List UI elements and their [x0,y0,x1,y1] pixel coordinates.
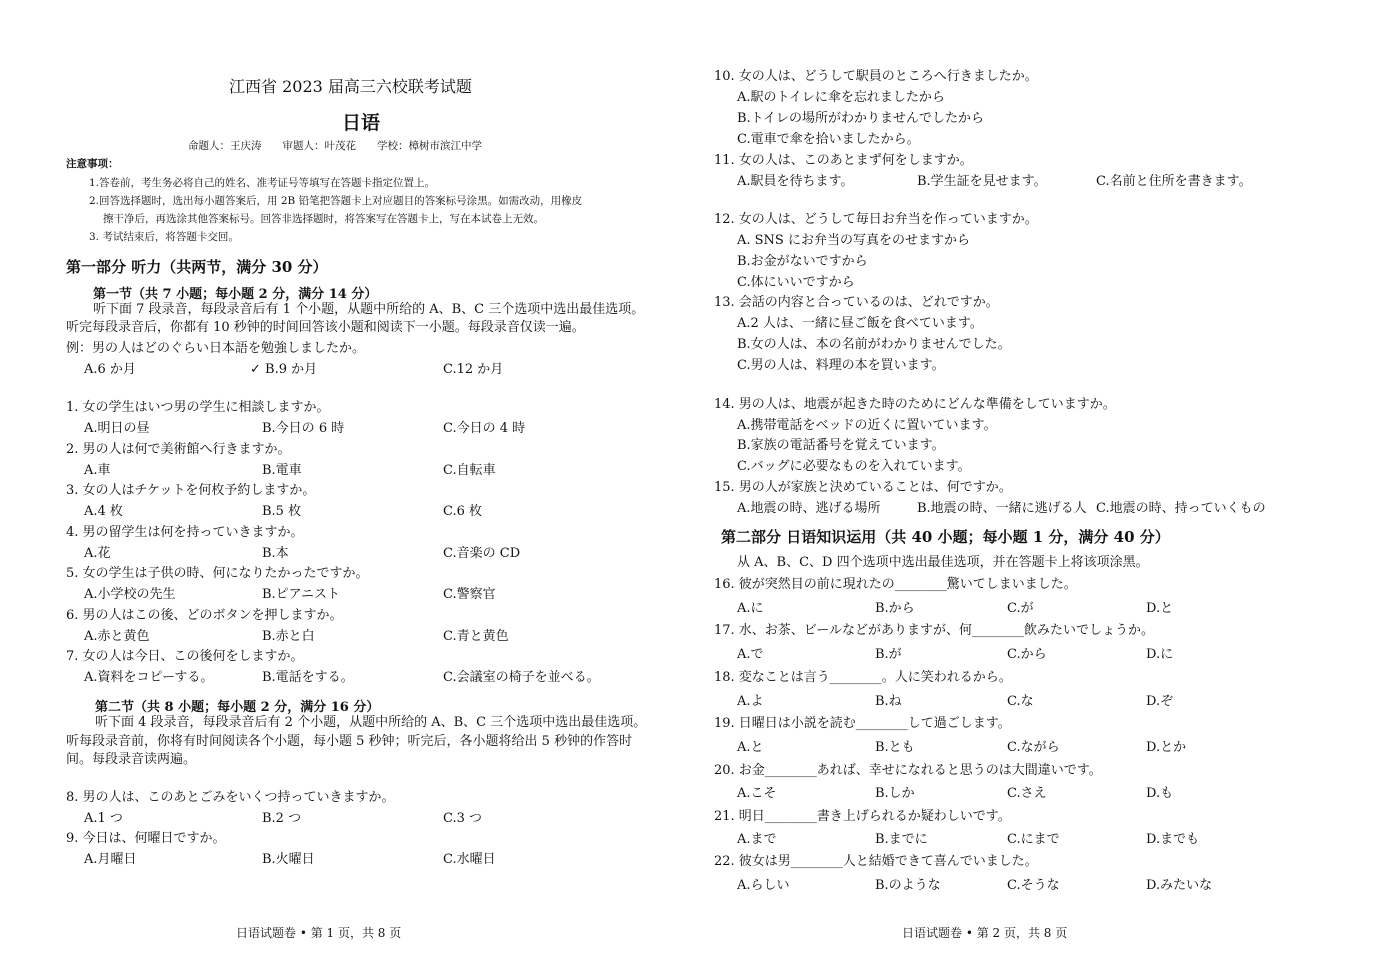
q20-option-d: D.も [1146,786,1174,801]
notice-2: 2.回答选择题时，选出每小题答案后，用 2B 铅笔把答题卡上对应题目的答案标号涂黑。如需改动，用橡皮 [89,195,583,207]
q9-option-b: B.火曜日 [262,852,315,867]
q22-option-b: B.のような [875,878,941,893]
q20-option-c: C.さえ [1007,786,1047,801]
exam-title: 江西省 2023 届高三六校联考试题 [229,77,472,96]
question-7: 7. 女の人は今日、この後何をしますか。 [66,649,304,664]
example-option-c: C.12 か月 [443,362,504,377]
q18-option-b: B.ね [875,694,902,709]
q16-option-b: B.から [875,601,915,616]
q12-option-b: B.お金がないですから [737,254,868,269]
example-option-b: ✓ B.9 か月 [250,362,318,377]
question-18: 18. 変なことは言う________。人に笑われるから。 [714,670,1012,685]
question-16: 16. 彼が突然目の前に現れたの________驚いてしまいました。 [714,577,1077,592]
question-22: 22. 彼女は男________人と結婚できて喜んでいました。 [714,854,1038,869]
q5-option-c: C.警察官 [443,587,496,602]
q1-option-a: A.明日の昼 [84,421,150,436]
q19-option-a: A.と [737,740,764,755]
q16-option-a: A.に [737,601,764,616]
q17-option-a: A.で [737,647,764,662]
question-5: 5. 女の学生は子供の時、何になりたかったですか。 [66,566,369,581]
q15-option-b: B.地震の時、一緒に逃げる人 [917,501,1087,516]
q18-option-d: D.ぞ [1146,694,1174,709]
question-2: 2. 男の人は何で美術館へ行きますか。 [66,442,291,457]
page-footer: 日语试题卷 • 第 1 页，共 8 页 [236,926,402,940]
q18-option-c: C.な [1007,694,1034,709]
q19-option-c: C.ながら [1007,740,1060,755]
q1-option-c: C.今日の 4 時 [443,421,526,436]
q13-option-b: B.女の人は、本の名前がわかりませんでした。 [737,337,1011,352]
q8-option-b: B.2 つ [262,811,302,826]
notice-1: 1.答卷前，考生务必将自己的姓名、准考证号等填写在答题卡指定位置上。 [89,177,436,189]
example-question: 例：男の人はどのぐらい日本語を勉強しましたか。 [66,341,366,356]
q21-option-d: D.までも [1146,832,1200,847]
question-6: 6. 男の人はこの後、どのボタンを押しますか。 [66,608,343,623]
q5-option-b: B.ピアニスト [262,587,341,602]
q14-option-c: C.バッグに必要なものを入れています。 [737,459,971,474]
question-12: 12. 女の人は、どうして毎日お弁当を作っていますか。 [714,212,1038,227]
q22-option-a: A.らしい [737,878,790,893]
q6-option-c: C.青と黄色 [443,629,509,644]
q9-option-c: C.水曜日 [443,852,496,867]
q1-option-b: B.今日の 6 時 [262,421,345,436]
q21-option-b: B.までに [875,832,928,847]
q12-option-a: A. SNS にお弁当の写真をのせますから [737,233,970,248]
q4-option-b: B.本 [262,546,289,561]
q8-option-a: A.1 つ [84,811,123,826]
q14-option-a: A.携帯電話をベッドの近くに置いています。 [737,418,997,433]
q7-option-c: C.会議室の椅子を並べる。 [443,670,600,685]
q2-option-b: B.電車 [262,463,302,478]
notice-3: 3. 考试结束后，将答题卡交回。 [89,231,239,243]
q4-option-a: A.花 [84,546,111,561]
q14-option-b: B.家族の電話番号を覚えています。 [737,438,945,453]
section2-instruction-1: 听下面 4 段录音，每段录音后有 2 个小题，从题中所给的 A、B、C 三个选项中选出最佳选项。 [95,715,647,730]
notice-2-cont: 擦干净后，再选涂其他答案标号。回答非选择题时，将答案写在答题卡上，写在本试卷上无效。 [103,213,544,225]
q6-option-b: B.赤と白 [262,629,315,644]
q7-option-a: A.資料をコピーする。 [84,670,214,685]
part2-heading: 第二部分 日语知识运用（共 40 小题；每小题 1 分，满分 40 分） [721,528,1170,546]
q20-option-a: A.こそ [737,786,777,801]
q10-option-c: C.電車で傘を拾いましたから。 [737,132,920,147]
question-15: 15. 男の人が家族と決めていることは、何ですか。 [714,480,1012,495]
q17-option-c: C.から [1007,647,1047,662]
q10-option-a: A.駅のトイレに傘を忘れましたから [737,90,945,105]
subject-title: 日语 [342,112,381,134]
q11-option-a: A.駅員を待ちます。 [737,174,854,189]
q17-option-d: D.に [1146,647,1174,662]
q20-option-b: B.しか [875,786,915,801]
q4-option-c: C.音楽の CD [443,546,521,561]
q8-option-c: C.3 つ [443,811,483,826]
question-8: 8. 男の人は、このあとごみをいくつ持っていきますか。 [66,790,395,805]
q18-option-a: A.よ [737,694,764,709]
q16-option-c: C.が [1007,601,1034,616]
q5-option-a: A.小学校の先生 [84,587,176,602]
q7-option-b: B.電話をする。 [262,670,354,685]
section2-heading: 第二节（共 8 小题；每小题 2 分，满分 16 分） [95,700,380,715]
q2-option-a: A.車 [84,463,111,478]
question-13: 13. 会話の内容と合っているのは、どれですか。 [714,295,999,310]
question-1: 1. 女の学生はいつ男の学生に相談しますか。 [66,400,330,415]
q19-option-b: B.とも [875,740,915,755]
q15-option-a: A.地震の時、逃げる場所 [737,501,881,516]
example-option-a: A.6 か月 [84,362,136,377]
part2-instruction: 从 A、B、C、D 四个选项中选出最佳选项，并在答题卡上将该项涂黑。 [737,555,1149,570]
q2-option-c: C.自転車 [443,463,496,478]
q11-option-b: B.学生証を見せます。 [917,174,1047,189]
question-21: 21. 明日________書き上げられるか疑わしいです。 [714,809,1011,824]
q3-option-a: A.4 枚 [84,504,123,519]
section2-instruction-2: 听每段录音前，你将有时间阅读各个小题，每小题 5 秒钟；听完后，各小题将给出 5 秒钟的作答时 [66,734,633,749]
q3-option-b: B.5 枚 [262,504,302,519]
q17-option-b: B.が [875,647,902,662]
q10-option-b: B.トイレの場所がわかりませんでしたから [737,111,985,126]
q9-option-a: A.月曜日 [84,852,137,867]
q11-option-c: C.名前と住所を書きます。 [1096,174,1252,189]
exam-page-2 [688,0,1376,972]
notice-heading: 注意事项： [66,158,119,170]
question-9: 9. 今日は、何曜日ですか。 [66,831,226,846]
q19-option-d: D.とか [1146,740,1187,755]
q13-option-c: C.男の人は、料理の本を買います。 [737,358,945,373]
section1-instruction-2: 听完每段录音后，你都有 10 秒钟的时间回答该小题和阅读下一小题。每段录音仅读一遍。 [66,320,585,335]
question-4: 4. 男の留学生は何を持っていきますか。 [66,525,304,540]
q3-option-c: C.6 枚 [443,504,483,519]
q22-option-d: D.みたいな [1146,878,1213,893]
section1-instruction-1: 听下面 7 段录音，每段录音后有 1 个小题，从题中所给的 A、B、C 三个选项中选出最佳选项。 [93,302,645,317]
part1-heading: 第一部分 听力（共两节，满分 30 分） [66,258,328,276]
q16-option-d: D.と [1146,601,1174,616]
section2-instruction-3: 间。每段录音读两遍。 [66,752,197,767]
q12-option-c: C.体にいいですから [737,275,855,290]
question-20: 20. お金________あれば、幸せになれると思うのは大間違いです。 [714,763,1102,778]
question-10: 10. 女の人は、どうして駅員のところへ行きましたか。 [714,69,1038,84]
authors-line: 命题人：王庆涛 审题人：叶茂花 学校：樟树市滨江中学 [188,140,482,152]
q13-option-a: A.2 人は、一緒に昼ご飯を食べています。 [737,316,983,331]
question-17: 17. 水、お茶、ビールなどがありますが、何________飲みたいでしょうか。 [714,623,1155,638]
q21-option-c: C.にまで [1007,832,1060,847]
q21-option-a: A.まで [737,832,777,847]
page-footer: 日语试题卷 • 第 2 页，共 8 页 [902,926,1068,940]
q22-option-c: C.そうな [1007,878,1060,893]
question-11: 11. 女の人は、このあとまず何をしますか。 [714,153,973,168]
question-19: 19. 日曜日は小説を読む________して過ごします。 [714,716,1011,731]
q6-option-a: A.赤と黄色 [84,629,150,644]
section1-heading: 第一节（共 7 小题；每小题 2 分，满分 14 分） [93,287,378,302]
question-3: 3. 女の人はチケットを何枚予約しますか。 [66,483,316,498]
question-14: 14. 男の人は、地震が起きた時のためにどんな準備をしていますか。 [714,397,1116,412]
q15-option-c: C.地震の時、持っていくもの [1096,501,1266,516]
